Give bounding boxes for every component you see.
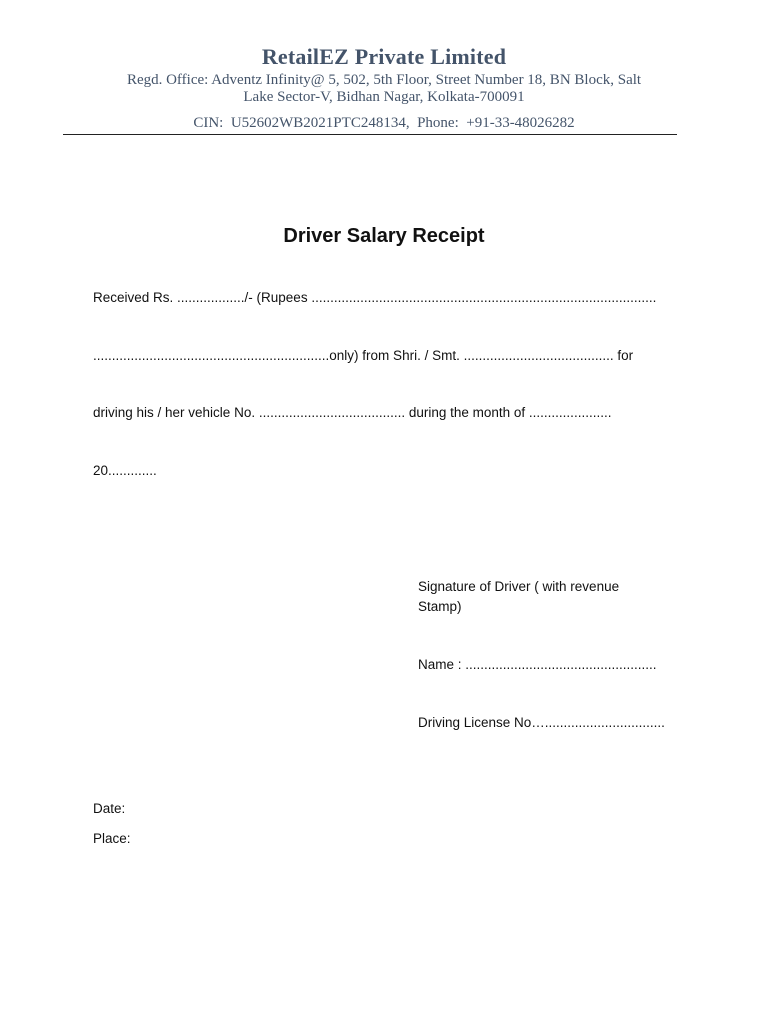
document-title: Driver Salary Receipt (283, 225, 485, 247)
header-divider (63, 134, 677, 135)
driver-signature-label-continued: Stamp) (418, 599, 462, 614)
registered-office-address-line-2: Lake Sector-V, Bidhan Nagar, Kolkata-700091 (243, 89, 525, 105)
driving-license-field: Driving License No…................................ (418, 715, 665, 730)
place-label: Place: (93, 831, 131, 846)
receipt-body-line-4: 20............. (93, 463, 157, 478)
cin-phone-line: CIN: U52602WB2021PTC248134, Phone: +91-33-48026282 (193, 115, 575, 131)
registered-office-address-line-1: Regd. Office: Adventz Infinity@ 5, 502, 5th Floor, Street Number 18, BN Block, Salt (126, 72, 642, 88)
date-label: Date: (93, 801, 126, 816)
receipt-body-line-2: ...............................................................only) from Shri. / Smt. ........................................ for (93, 348, 634, 363)
driver-name-field: Name : ................................................... (418, 657, 657, 672)
receipt-body-line-1: Received Rs. ................../- (Rupees ............................................................................................ (93, 290, 657, 305)
receipt-body-line-3: driving his / her vehicle No. ....................................... during the month of ...................... (93, 405, 612, 420)
driver-signature-label: Signature of Driver ( with revenue (418, 579, 620, 594)
company-name: RetailEZ Private Limited (261, 44, 507, 69)
